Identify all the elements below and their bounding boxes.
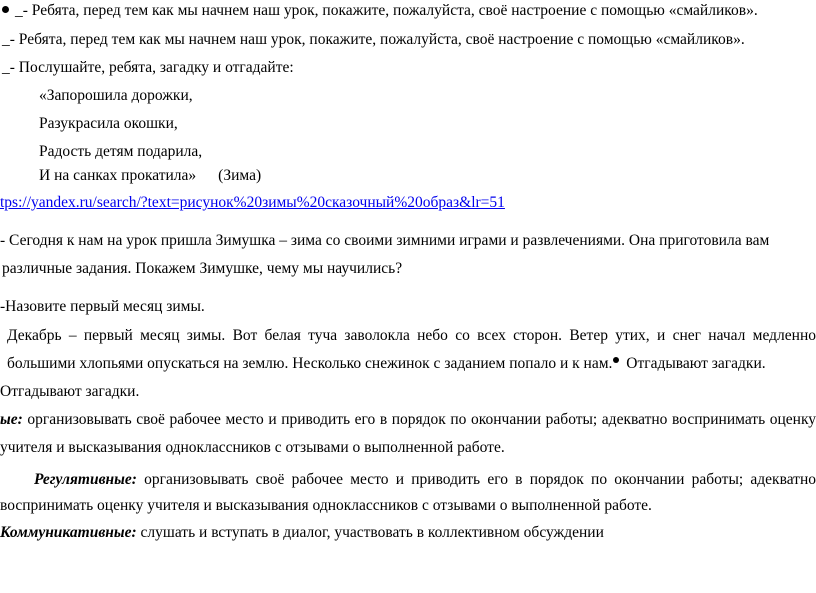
- paragraph-2-line-2: [7, 354, 766, 374]
- bullet-icon: [2, 6, 9, 13]
- paragraph-6-text: слушать и вступать в диалог, участвовать в коллективном обсуждении: [136, 524, 604, 541]
- paragraph-4-label: ые:: [0, 411, 23, 428]
- paragraph-2-line-2-answer: Отгадывают загадки.: [622, 355, 766, 372]
- paragraph-6-line: [0, 523, 604, 543]
- line-1-text: _- Ребята, перед тем как мы начнем наш урок, покажите, пожалуйста, своё настроение с помощью «смайликов».: [15, 2, 758, 19]
- riddle-answer: (Зима): [218, 167, 262, 184]
- paragraph-5-line-1: [0, 470, 816, 490]
- answer-line: Отгадывают загадки.: [0, 383, 140, 400]
- paragraph-1-line-2: различные задания. Покажем Зимушке, чему мы научились?: [2, 260, 403, 277]
- riddle-line-2: Разукрасила окошки,: [39, 115, 178, 132]
- paragraph-5-text: организовывать своё рабочее место и приводить его в порядок по окончании работы; адекватно: [136, 471, 816, 488]
- text-line-1: [2, 1, 758, 21]
- question-line: -Назовите первый месяц зимы.: [0, 298, 205, 315]
- paragraph-1-line-1: - Сегодня к нам на урок пришла Зимушка – зима со своими зимними играми и развлечениями. Она приготовила вам: [0, 232, 770, 249]
- regulatory-label: Регулятивные:: [34, 471, 137, 488]
- paragraph-4-line-2: учителя и высказывания одноклассников с отзывами о выполненной работе.: [0, 439, 505, 456]
- paragraph-2-line-2-text: большими хлопьями опускаться на землю. Несколько снежинок с заданием попало и к нам.: [7, 355, 613, 372]
- paragraph-4-line-1: [0, 410, 816, 430]
- communicative-label: Коммуникативные:: [0, 524, 137, 541]
- instruction-line: _- Послушайте, ребята, загадку и отгадайте:: [2, 59, 294, 76]
- paragraph-2-line-1: Декабрь – первый месяц зимы. Вот белая туча заволокла небо со всех сторон. Ветер утих, и снег начал медленно: [7, 327, 816, 344]
- text-line-2: _- Ребята, перед тем как мы начнем наш урок, покажите, пожалуйста, своё настроение с помощью «смайликов».: [2, 31, 745, 48]
- riddle-line-4: [39, 166, 261, 186]
- riddle-line-4-text: И на санках прокатила»: [39, 167, 197, 184]
- yandex-link[interactable]: tps://yandex.ru/search/?text=рисунок%20зимы%20сказочный%20образ&lr=51: [0, 194, 505, 211]
- bullet-icon: [613, 357, 619, 363]
- riddle-line-3: Радость детям подарила,: [39, 143, 203, 160]
- paragraph-5-line-2: воспринимать оценку учителя и высказывания одноклассников с отзывами о выполненной работе.: [0, 497, 652, 514]
- riddle-line-1: «Запорошила дорожки,: [39, 87, 193, 104]
- paragraph-4-text: организовывать своё рабочее место и приводить его в порядок по окончании работы; адекватно воспринимать оценку: [22, 411, 816, 428]
